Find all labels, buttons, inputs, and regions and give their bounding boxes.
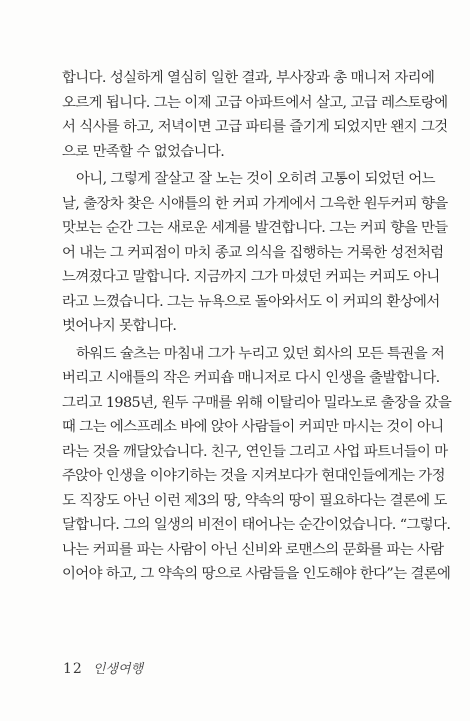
- text-line: 벗어나지 못합니다.: [62, 318, 177, 334]
- body-text: [62, 66, 452, 587]
- text-line: 때 그는 에스프레소 바에 앉아 사람들이 커피만 마시는 것이 아니: [62, 419, 444, 435]
- text-line: 도 직장도 아닌 이런 제3의 땅, 약속의 땅이 필요하다는 결론에 도: [62, 492, 447, 509]
- page-footer: [63, 658, 143, 677]
- running-title: 인생여행: [92, 662, 144, 677]
- paragraph: [62, 66, 448, 164]
- text-line: 달합니다. 그의 일생의 비전이 태어나는 순간이었습니다. “그렇다.: [62, 517, 451, 533]
- text-line: 하워드 슐츠는 마침내 그가 누리고 있던 회사의 모든 특권을 저: [76, 345, 445, 362]
- text-line: 그리고 1985년, 원두 구매를 위해 이탈리아 밀라노로 출장을 갔을: [62, 394, 452, 411]
- text-line: 나는 커피를 파는 사람이 아닌 신비와 로맨스의 문화를 파는 사람: [62, 541, 444, 558]
- text-line: 버리고 시애틀의 작은 커피숍 매니저로 다시 인생을 출발합니다.: [62, 370, 440, 386]
- text-line: 으로 만족할 수 없었습니다.: [62, 143, 225, 160]
- text-line: 서 식사를 하고, 저녁이면 고급 파티를 즐기게 되었지만 왠지 그것: [62, 119, 448, 135]
- page-number: 12: [63, 661, 83, 677]
- paragraph: [62, 342, 452, 587]
- paragraph: [62, 167, 448, 339]
- text-line: 날, 출장차 찾은 시애틀의 한 커피 가게에서 그윽한 원두커피 향을: [62, 195, 448, 212]
- text-line: 주앉아 인생을 이야기하는 것을 지켜보다가 현대인들에게는 가정: [62, 468, 445, 484]
- text-line: 느껴졌다고 말합니다. 지금까지 그가 마셨던 커피는 커피도 아니: [62, 269, 440, 285]
- text-line: 합니다. 성실하게 열심히 일한 결과, 부사장과 총 매니저 자리에: [62, 70, 435, 86]
- text-line: 어 내는 그 커피점이 마치 종교 의식을 집행하는 거룩한 성전처럼: [62, 244, 444, 261]
- text-line: 라는 것을 깨달았습니다. 친구, 연인들 그리고 사업 파트너들이 마: [62, 443, 448, 460]
- text-line: 오르게 됩니다. 그는 이제 고급 아파트에서 살고, 고급 레스토랑에: [62, 94, 448, 111]
- text-line: 맛보는 순간 그는 새로운 세계를 발견합니다. 그는 커피 향을 만들: [62, 220, 448, 236]
- text-line: 아니, 그렇게 잘살고 잘 노는 것이 오히려 고통이 되었던 어느: [76, 171, 435, 187]
- text-line: 라고 느꼈습니다. 그는 뉴욕으로 돌아와서도 이 커피의 환상에서: [62, 293, 440, 310]
- text-line: 이어야 하고, 그 약속의 땅으로 사람들을 인도해야 한다”는 결론에: [62, 566, 451, 582]
